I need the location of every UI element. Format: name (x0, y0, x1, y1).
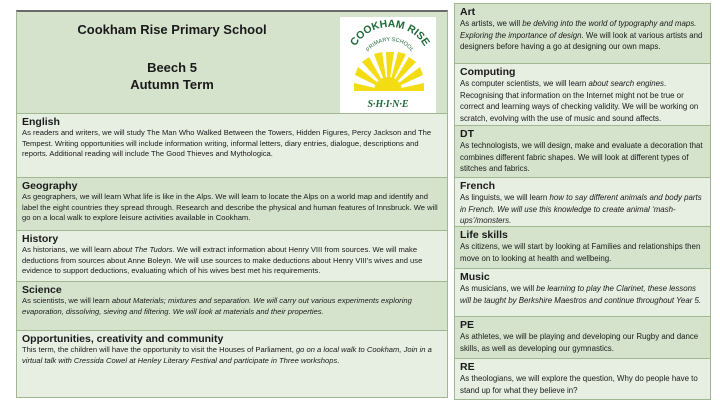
section-body (460, 373, 705, 396)
body-text: As historians, we will learn (22, 245, 114, 254)
section-title: Geography (22, 180, 78, 192)
svg-text:COOKHAM RISE: COOKHAM RISE (347, 17, 433, 49)
body-text: . Recognising that information on the Internet might not be true or correct and learning ways of checking validity. We will be working on scratch, evolving with the use of music and sound affects. (460, 79, 699, 123)
body-text: This term, the children will have the opportunity to visit the Houses of Parliament, (22, 345, 296, 354)
section-body (22, 192, 442, 224)
body-text: As theologians, we will explore the question, Why do people have to stand up for what they believe in? (460, 374, 698, 395)
section-title: Music (460, 271, 490, 283)
section-title: PE (460, 319, 475, 331)
section-dt (454, 125, 711, 178)
section-body (22, 296, 442, 317)
section-title: French (460, 180, 496, 192)
body-text: As scientists, we will learn (22, 296, 112, 305)
section-body (460, 192, 705, 227)
italic-text: go on a local walk to Cookham, Join in a virtual talk with Cressida Cowel at Henley Literary Festival and participate in Three workshops (22, 345, 432, 365)
italic-text: be learning to play the Clarinet, these lessons will be taught by Berkshire Maestros and continue throughout Year 5. (460, 284, 702, 305)
section-title: RE (460, 361, 475, 373)
body-text: As technologists, we will design, make and evaluate a decoration that combines different fabric shapes. We will look at different types of stitches and fabrics. (460, 141, 703, 174)
body-text: As athletes, we will be playing and developing our Rugby and dance skills, as well as developing our gymnastics. (460, 332, 699, 353)
body-text: As linguists, we will learn (460, 193, 550, 202)
school-name: Cookham Rise Primary School (77, 22, 267, 37)
body-text: As musicians, we will (460, 284, 537, 293)
section-body (460, 241, 705, 264)
section-body (460, 18, 705, 53)
section-geography (16, 177, 448, 231)
section-french (454, 177, 711, 227)
section-computing (454, 63, 711, 126)
body-text: As geographers, we will learn What life is like in the Alps. We will learn to locate the Alps on a world map and identify and label the eight countries they spread through. Research and describe the physical and human features of Innsbruck. We will go on a local walk to explore leisure activities available in Cookham. (22, 192, 438, 223)
section-life-skills (454, 226, 711, 269)
section-body (460, 140, 705, 175)
section-body (22, 345, 442, 366)
term-name: Autumn Term (130, 77, 214, 92)
body-text: As citizens, we will start by looking at Families and relationships then move on to looking at health and wellbeing. (460, 242, 701, 263)
section-title: Art (460, 6, 476, 18)
italic-text: how to say different animals and body parts in French. We will use this knowledge to create animal ‘mash-ups’/monsters. (460, 193, 702, 226)
section-title: Computing (460, 66, 516, 78)
section-re (454, 358, 711, 400)
italic-text: about The Tudors (113, 245, 173, 254)
section-history (16, 230, 448, 282)
body-text: As readers and writers, we will study The Man Who Walked Between the Towers, Hidden Figures, Percy Jackson and The Tempest. Writing opportunities will include information writing, informal letters, diary entries, dialogue, descriptions and reports. Additional reading will include The Good Thieves and Mythologica. (22, 128, 432, 159)
school-logo (340, 17, 436, 113)
italic-text: be delving into the world of typography and maps. Exploring the importance of design (460, 19, 697, 40)
section-title: English (22, 116, 60, 128)
body-text: . (337, 355, 340, 365)
section-body (22, 128, 442, 160)
class-name: Beech 5 (147, 60, 197, 75)
section-body (460, 331, 705, 354)
section-music (454, 268, 711, 317)
svg-text:PRIMARY SCHOOL: PRIMARY SCHOOL (365, 36, 415, 54)
body-text: As computer scientists, we will learn (460, 79, 589, 88)
class-term (17, 59, 327, 93)
section-pe (454, 316, 711, 359)
section-title: Opportunities, creativity and community (22, 333, 224, 345)
section-body (460, 283, 705, 306)
section-science (16, 281, 448, 331)
body-text: . We will look at various artists and designers before having a go at designing our own maps. (460, 30, 703, 52)
section-opportunities (16, 330, 448, 398)
section-title: Science (22, 284, 62, 296)
section-art (454, 3, 711, 64)
section-title: DT (460, 128, 474, 140)
section-english (16, 113, 448, 178)
header-panel (16, 10, 448, 114)
sun-logo-icon (340, 17, 436, 113)
svg-text:S·H·I·N·E: S·H·I·N·E (367, 99, 409, 110)
italic-text: about search engines (588, 79, 664, 88)
section-body (460, 78, 705, 124)
section-body (22, 245, 442, 277)
body-text: As artists, we will (460, 19, 523, 28)
body-text: . We will extract information about Henry VIII from sources. We will make deductions from sources about Anne Boleyn. We will use sources to make deductions about Henry VIII’s wives and use evidence to support deductions, evaluating which of his wives best met his requirements. (22, 245, 423, 276)
italic-text: about Materials; mixtures and separation. We will carry out various experiments exploring evaporation, dissolving, sieving and filtering. We will look at materials and their properties. (22, 296, 412, 316)
section-title: History (22, 233, 59, 245)
section-title: Life skills (460, 229, 508, 241)
